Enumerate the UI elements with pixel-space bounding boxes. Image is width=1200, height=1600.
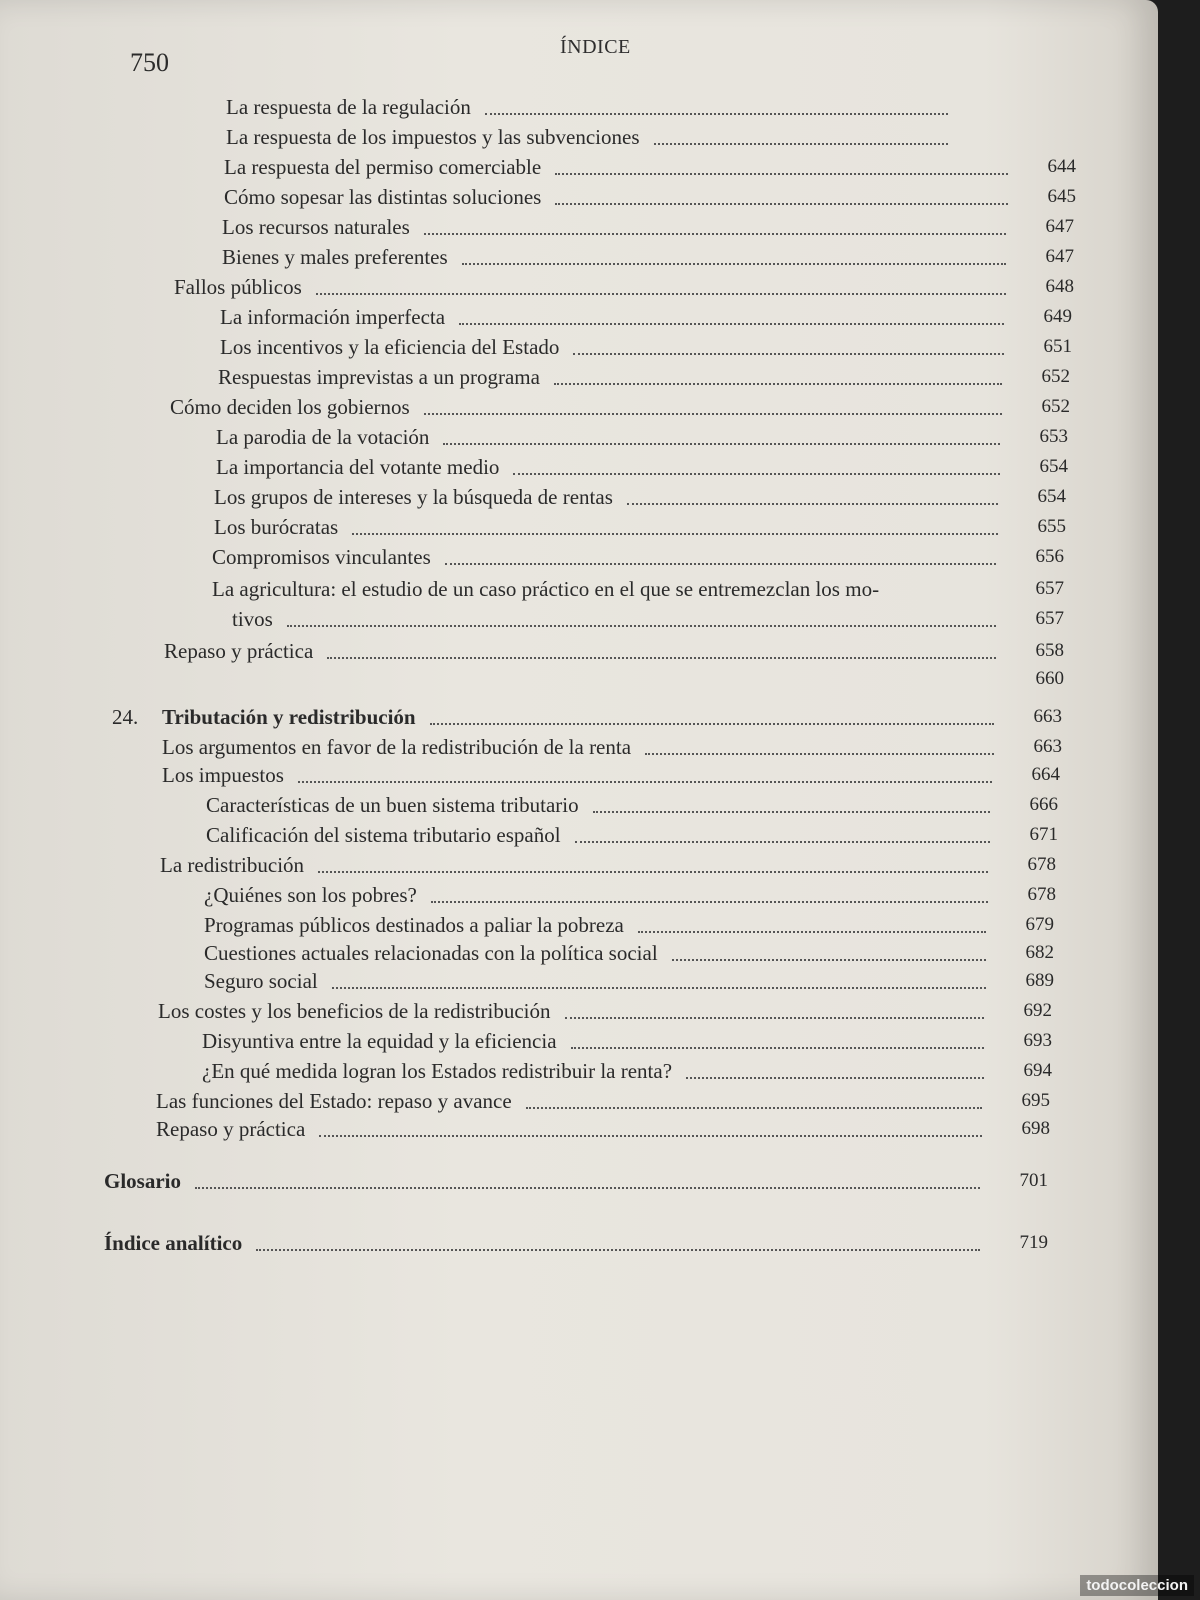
toc-title: La información imperfecta bbox=[220, 305, 446, 329]
dot-leader bbox=[445, 563, 996, 565]
toc-entry bbox=[156, 1084, 1050, 1114]
dot-leader bbox=[565, 1017, 985, 1019]
dot-leader bbox=[573, 353, 1004, 355]
dot-leader bbox=[319, 1135, 982, 1137]
toc-page: 689 bbox=[1025, 970, 1054, 991]
toc-page: 666 bbox=[1029, 794, 1058, 815]
dot-leader bbox=[431, 901, 988, 903]
dot-leader bbox=[287, 625, 996, 627]
dot-leader bbox=[332, 987, 986, 989]
toc-entry bbox=[156, 1112, 1050, 1142]
toc-page: 653 bbox=[1039, 426, 1068, 447]
toc-title: Compromisos vinculantes bbox=[212, 545, 431, 569]
dot-leader bbox=[575, 841, 990, 843]
toc-page: 652 bbox=[1041, 396, 1070, 417]
toc-page: 694 bbox=[1023, 1060, 1052, 1081]
toc-title: Cuestiones actuales relacionadas con la política social bbox=[204, 941, 658, 965]
dot-leader bbox=[443, 443, 1000, 445]
toc-entry bbox=[226, 120, 1016, 150]
toc-title: Programas públicos destinados a paliar la pobreza bbox=[204, 913, 624, 937]
dot-leader bbox=[638, 931, 986, 933]
toc-entry bbox=[204, 936, 1054, 966]
toc-title: Los argumentos en favor de la redistribución de la renta bbox=[162, 735, 632, 759]
dot-leader bbox=[352, 533, 998, 535]
toc-entry-continuation bbox=[232, 602, 1064, 632]
dot-leader bbox=[462, 263, 1006, 265]
toc-title: Los impuestos bbox=[162, 763, 284, 787]
dot-leader bbox=[424, 233, 1006, 235]
dot-leader bbox=[645, 753, 994, 755]
toc-page: 651 bbox=[1043, 336, 1072, 357]
toc-title: La respuesta del permiso comerciable bbox=[224, 155, 542, 179]
chapter-entry bbox=[112, 700, 1062, 730]
toc-entry bbox=[214, 480, 1066, 510]
toc-entry bbox=[214, 510, 1066, 540]
chapter-number: 24. bbox=[112, 705, 139, 729]
dot-leader bbox=[195, 1187, 980, 1189]
toc-page: 698 bbox=[1021, 1118, 1050, 1139]
toc-page: 648 bbox=[1045, 276, 1074, 297]
running-head: ÍNDICE bbox=[560, 36, 631, 58]
toc-title: Calificación del sistema tributario español bbox=[206, 823, 561, 847]
toc-entry-index bbox=[104, 1226, 1048, 1256]
toc-page: 693 bbox=[1023, 1030, 1052, 1051]
toc-page: 644 bbox=[1047, 156, 1076, 177]
toc-page: 649 bbox=[1043, 306, 1072, 327]
toc-page: 657 bbox=[1035, 608, 1064, 629]
toc-entry bbox=[158, 994, 1052, 1024]
toc-title: Características de un buen sistema tributario bbox=[206, 793, 579, 817]
toc-title: tivos bbox=[232, 607, 273, 631]
dot-leader bbox=[571, 1047, 984, 1049]
toc-page: 695 bbox=[1021, 1090, 1050, 1111]
toc-entry bbox=[212, 572, 1064, 602]
toc-title: Las funciones del Estado: repaso y avance bbox=[156, 1089, 512, 1113]
toc-page: 678 bbox=[1027, 884, 1056, 905]
toc-page: 664 bbox=[1031, 764, 1060, 785]
toc-title: Disyuntiva entre la equidad y la eficiencia bbox=[202, 1029, 557, 1053]
toc-page: 660 bbox=[1035, 668, 1064, 689]
toc-title: Fallos públicos bbox=[174, 275, 302, 299]
dot-leader bbox=[424, 413, 1002, 415]
dot-leader bbox=[627, 503, 998, 505]
dot-leader bbox=[298, 781, 992, 783]
dot-leader bbox=[316, 293, 1006, 295]
dot-leader bbox=[593, 811, 990, 813]
toc-entry-glossary bbox=[104, 1164, 1048, 1194]
toc-page: 663 bbox=[1033, 736, 1062, 757]
toc-title: La agricultura: el estudio de un caso práctico en el que se entremezclan los mo- bbox=[212, 577, 880, 601]
dot-leader bbox=[686, 1077, 984, 1079]
toc-title: Repaso y práctica bbox=[164, 639, 314, 663]
toc-page: 663 bbox=[1033, 706, 1062, 727]
toc-entry bbox=[222, 210, 1074, 240]
toc-page: 657 bbox=[1035, 578, 1064, 599]
toc-page: 652 bbox=[1041, 366, 1070, 387]
dot-leader bbox=[654, 143, 949, 145]
toc-title: Índice analítico bbox=[104, 1231, 243, 1255]
toc-title: La respuesta de la regulación bbox=[226, 95, 471, 119]
toc-entry bbox=[206, 788, 1058, 818]
toc-title: Los incentivos y la eficiencia del Estado bbox=[220, 335, 560, 359]
toc-title: Glosario bbox=[104, 1169, 181, 1193]
toc-entry bbox=[220, 330, 1072, 360]
toc-page: 655 bbox=[1037, 516, 1066, 537]
toc-entry bbox=[170, 390, 1070, 420]
toc-title: Repaso y práctica bbox=[156, 1117, 306, 1141]
toc-entry bbox=[174, 270, 1074, 300]
toc-title: Cómo sopesar las distintas soluciones bbox=[224, 185, 542, 209]
toc-title: La importancia del votante medio bbox=[216, 455, 500, 479]
toc-entry bbox=[220, 300, 1072, 330]
toc-page: 692 bbox=[1023, 1000, 1052, 1021]
watermark: todocoleccion bbox=[1080, 1575, 1194, 1596]
toc-page: 647 bbox=[1045, 246, 1074, 267]
dot-leader bbox=[430, 723, 994, 725]
toc-page: 678 bbox=[1027, 854, 1056, 875]
dot-leader bbox=[555, 203, 1008, 205]
toc-title: La respuesta de los impuestos y las subvenciones bbox=[226, 125, 640, 149]
toc-page: 654 bbox=[1039, 456, 1068, 477]
toc-title: Los recursos naturales bbox=[222, 215, 410, 239]
toc-page: 656 bbox=[1035, 546, 1064, 567]
toc-title: Cómo deciden los gobiernos bbox=[170, 395, 410, 419]
toc-entry bbox=[226, 90, 1016, 120]
toc-entry bbox=[160, 848, 1056, 878]
toc-entry bbox=[212, 540, 1064, 570]
toc-entry bbox=[204, 908, 1054, 938]
toc-entry bbox=[216, 450, 1068, 480]
toc-title: Bienes y males preferentes bbox=[222, 245, 448, 269]
chapter-title: Tributación y redistribución bbox=[162, 705, 416, 729]
toc-page: 701 bbox=[1019, 1170, 1048, 1191]
toc-entry bbox=[162, 758, 1060, 788]
toc-title: La redistribución bbox=[160, 853, 305, 877]
toc-entry bbox=[202, 1024, 1052, 1054]
toc-entry bbox=[204, 878, 1056, 908]
dot-leader bbox=[318, 871, 988, 873]
toc-title: Seguro social bbox=[204, 969, 318, 993]
toc-page: 719 bbox=[1019, 1232, 1048, 1253]
toc-entry bbox=[202, 1054, 1052, 1084]
toc-entry bbox=[206, 818, 1058, 848]
toc-entry bbox=[164, 662, 1064, 692]
toc-title: Los burócratas bbox=[214, 515, 339, 539]
dot-leader bbox=[327, 657, 996, 659]
toc-page: 647 bbox=[1045, 216, 1074, 237]
toc-page: 682 bbox=[1025, 942, 1054, 963]
toc-title: Respuestas imprevistas a un programa bbox=[218, 365, 540, 389]
dot-leader bbox=[459, 323, 1004, 325]
toc-title: ¿Quiénes son los pobres? bbox=[204, 883, 417, 907]
toc-entry bbox=[164, 634, 1064, 664]
toc-page: 654 bbox=[1037, 486, 1066, 507]
toc-entry bbox=[216, 420, 1068, 450]
toc-entry bbox=[222, 240, 1074, 270]
dot-leader bbox=[555, 173, 1008, 175]
toc-title: Los costes y los beneficios de la redistribución bbox=[158, 999, 551, 1023]
toc-title: ¿En qué medida logran los Estados redistribuir la renta? bbox=[202, 1059, 673, 1083]
toc-page: 679 bbox=[1025, 914, 1054, 935]
dot-leader bbox=[526, 1107, 982, 1109]
page-number: 750 bbox=[130, 48, 169, 77]
toc-page: 645 bbox=[1047, 186, 1076, 207]
dot-leader bbox=[672, 959, 986, 961]
toc-entry bbox=[224, 150, 1076, 180]
toc-entry bbox=[162, 730, 1062, 760]
toc-page: 671 bbox=[1029, 824, 1058, 845]
dot-leader bbox=[513, 473, 1000, 475]
toc-title: La parodia de la votación bbox=[216, 425, 430, 449]
toc-entry bbox=[218, 360, 1070, 390]
toc-page: 658 bbox=[1035, 640, 1064, 661]
toc-entry bbox=[224, 180, 1076, 210]
toc-title: Los grupos de intereses y la búsqueda de rentas bbox=[214, 485, 613, 509]
dot-leader bbox=[554, 383, 1002, 385]
dot-leader bbox=[256, 1249, 980, 1251]
toc-entry bbox=[204, 964, 1054, 994]
dot-leader bbox=[485, 113, 948, 115]
